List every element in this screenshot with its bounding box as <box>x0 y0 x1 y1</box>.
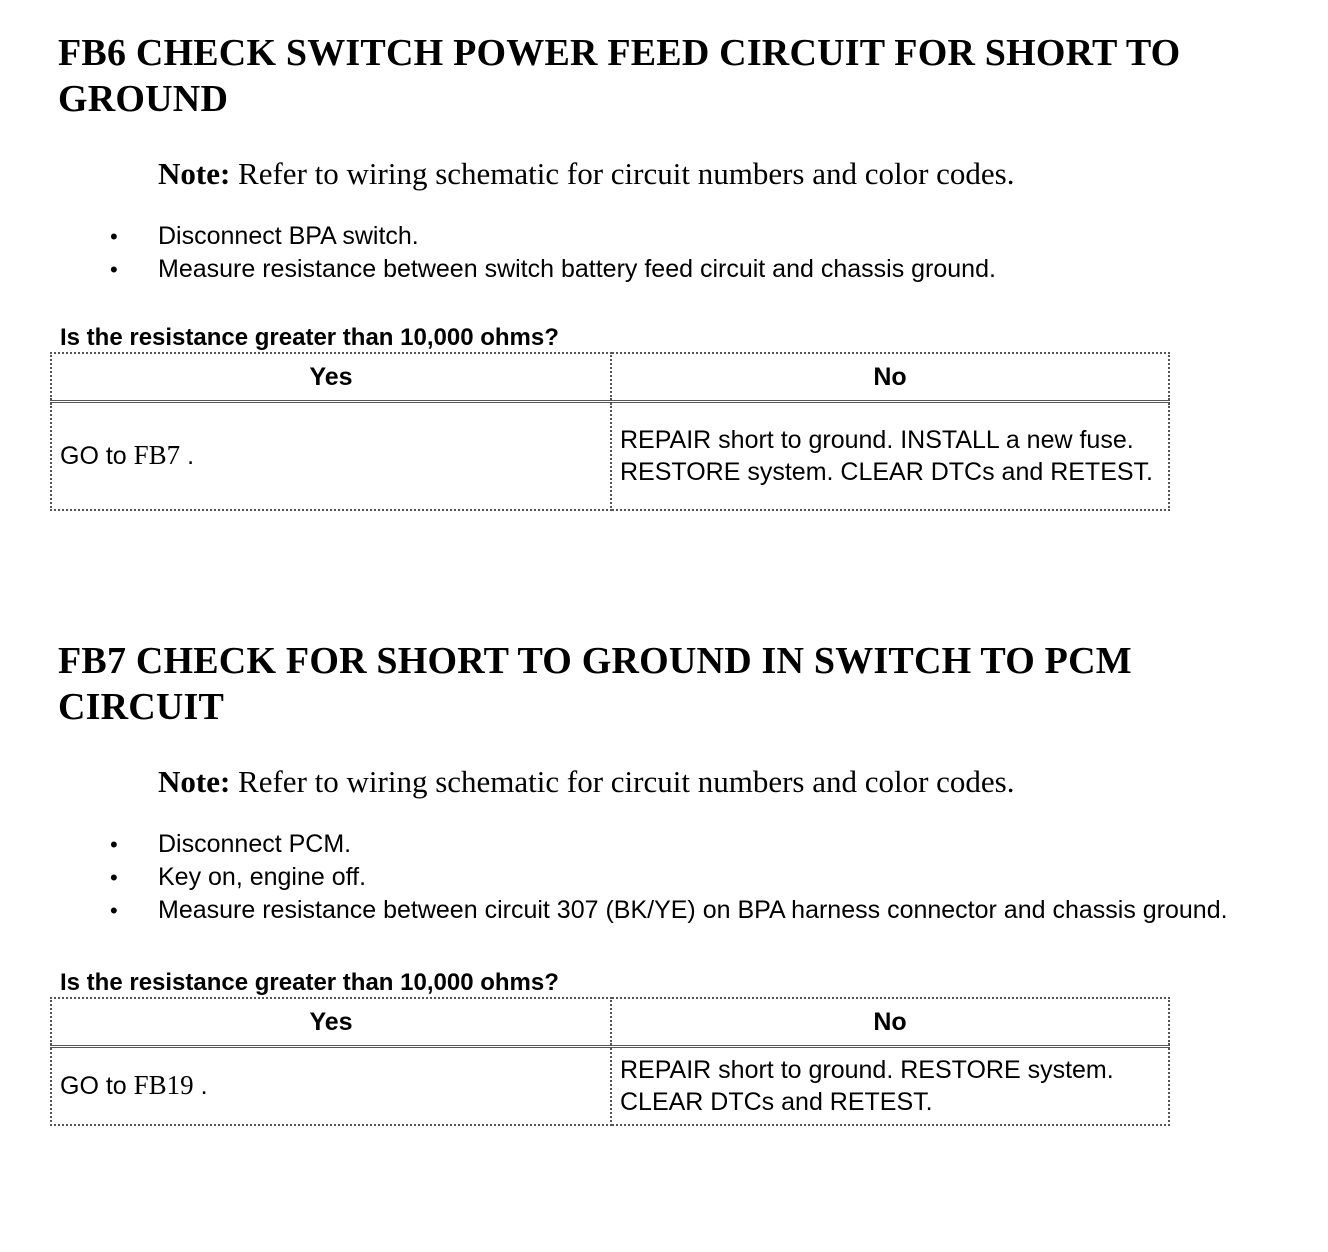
list-item <box>58 220 1258 253</box>
no-cell: REPAIR short to ground. RESTORE system. CLEAR DTCs and RETEST. <box>611 1047 1169 1125</box>
goto-fb19-link[interactable]: FB19 <box>133 1070 194 1101</box>
fb7-heading-line1: FB7 CHECK FOR SHORT TO GROUND IN SWITCH TO PCM <box>58 640 1132 682</box>
fb7-note <box>58 764 1308 800</box>
fb7-answer-table <box>50 997 1170 1126</box>
table-header-row <box>51 353 1169 402</box>
fb7-section <box>58 638 1308 1126</box>
step-text: Key on, engine off. <box>158 863 367 891</box>
fb6-note-label: Note: <box>158 156 231 191</box>
list-item <box>58 253 1258 286</box>
list-item <box>58 861 1258 894</box>
bullet-icon: • <box>110 224 118 249</box>
table-row <box>51 1047 1169 1125</box>
bullet-icon: • <box>110 865 118 890</box>
fb6-section <box>58 30 1308 511</box>
fb7-heading-line2: CIRCUIT <box>58 686 225 728</box>
bullet-icon: • <box>110 898 118 923</box>
fb6-heading-line1: FB6 CHECK SWITCH POWER FEED CIRCUIT FOR SHORT TO <box>58 32 1181 74</box>
step-text: Measure resistance between circuit 307 (BK/YE) on BPA harness connector and chassis ground. <box>158 896 1228 924</box>
yes-prefix: GO to <box>60 1072 134 1101</box>
bullet-icon: • <box>110 832 118 857</box>
list-item <box>58 894 1258 927</box>
yes-header: Yes <box>51 998 611 1047</box>
yes-suffix: . <box>193 1072 208 1101</box>
step-text: Disconnect PCM. <box>158 830 352 858</box>
yes-suffix: . <box>180 442 195 471</box>
fb6-steps-list <box>58 220 1308 286</box>
fb7-steps-list <box>58 828 1308 927</box>
step-text: Measure resistance between switch battery feed circuit and chassis ground. <box>158 255 996 283</box>
no-header: No <box>611 998 1169 1047</box>
bullet-icon: • <box>110 257 118 282</box>
fb6-heading-line2: GROUND <box>58 78 229 120</box>
fb6-note-text: Refer to wiring schematic for circuit numbers and color codes. <box>230 156 1015 191</box>
step-text: Disconnect BPA switch. <box>158 222 419 250</box>
table-row <box>51 402 1169 510</box>
yes-prefix: GO to <box>60 442 134 471</box>
no-cell: REPAIR short to ground. INSTALL a new fuse. RESTORE system. CLEAR DTCs and RETEST. <box>611 402 1169 510</box>
list-item <box>58 828 1258 861</box>
yes-cell <box>51 1047 611 1125</box>
fb7-note-text: Refer to wiring schematic for circuit numbers and color codes. <box>230 764 1015 799</box>
table-header-row <box>51 998 1169 1047</box>
fb7-note-label: Note: <box>158 764 231 799</box>
goto-fb7-link[interactable]: FB7 <box>133 440 181 471</box>
fb6-heading <box>58 30 1308 122</box>
yes-header: Yes <box>51 353 611 402</box>
no-header: No <box>611 353 1169 402</box>
fb7-heading <box>58 638 1308 730</box>
fb6-question: Is the resistance greater than 10,000 ohms? <box>60 324 559 351</box>
fb6-note <box>58 156 1308 192</box>
fb6-answer-table <box>50 352 1170 511</box>
fb7-question: Is the resistance greater than 10,000 ohms? <box>60 969 559 996</box>
yes-cell <box>51 402 611 510</box>
